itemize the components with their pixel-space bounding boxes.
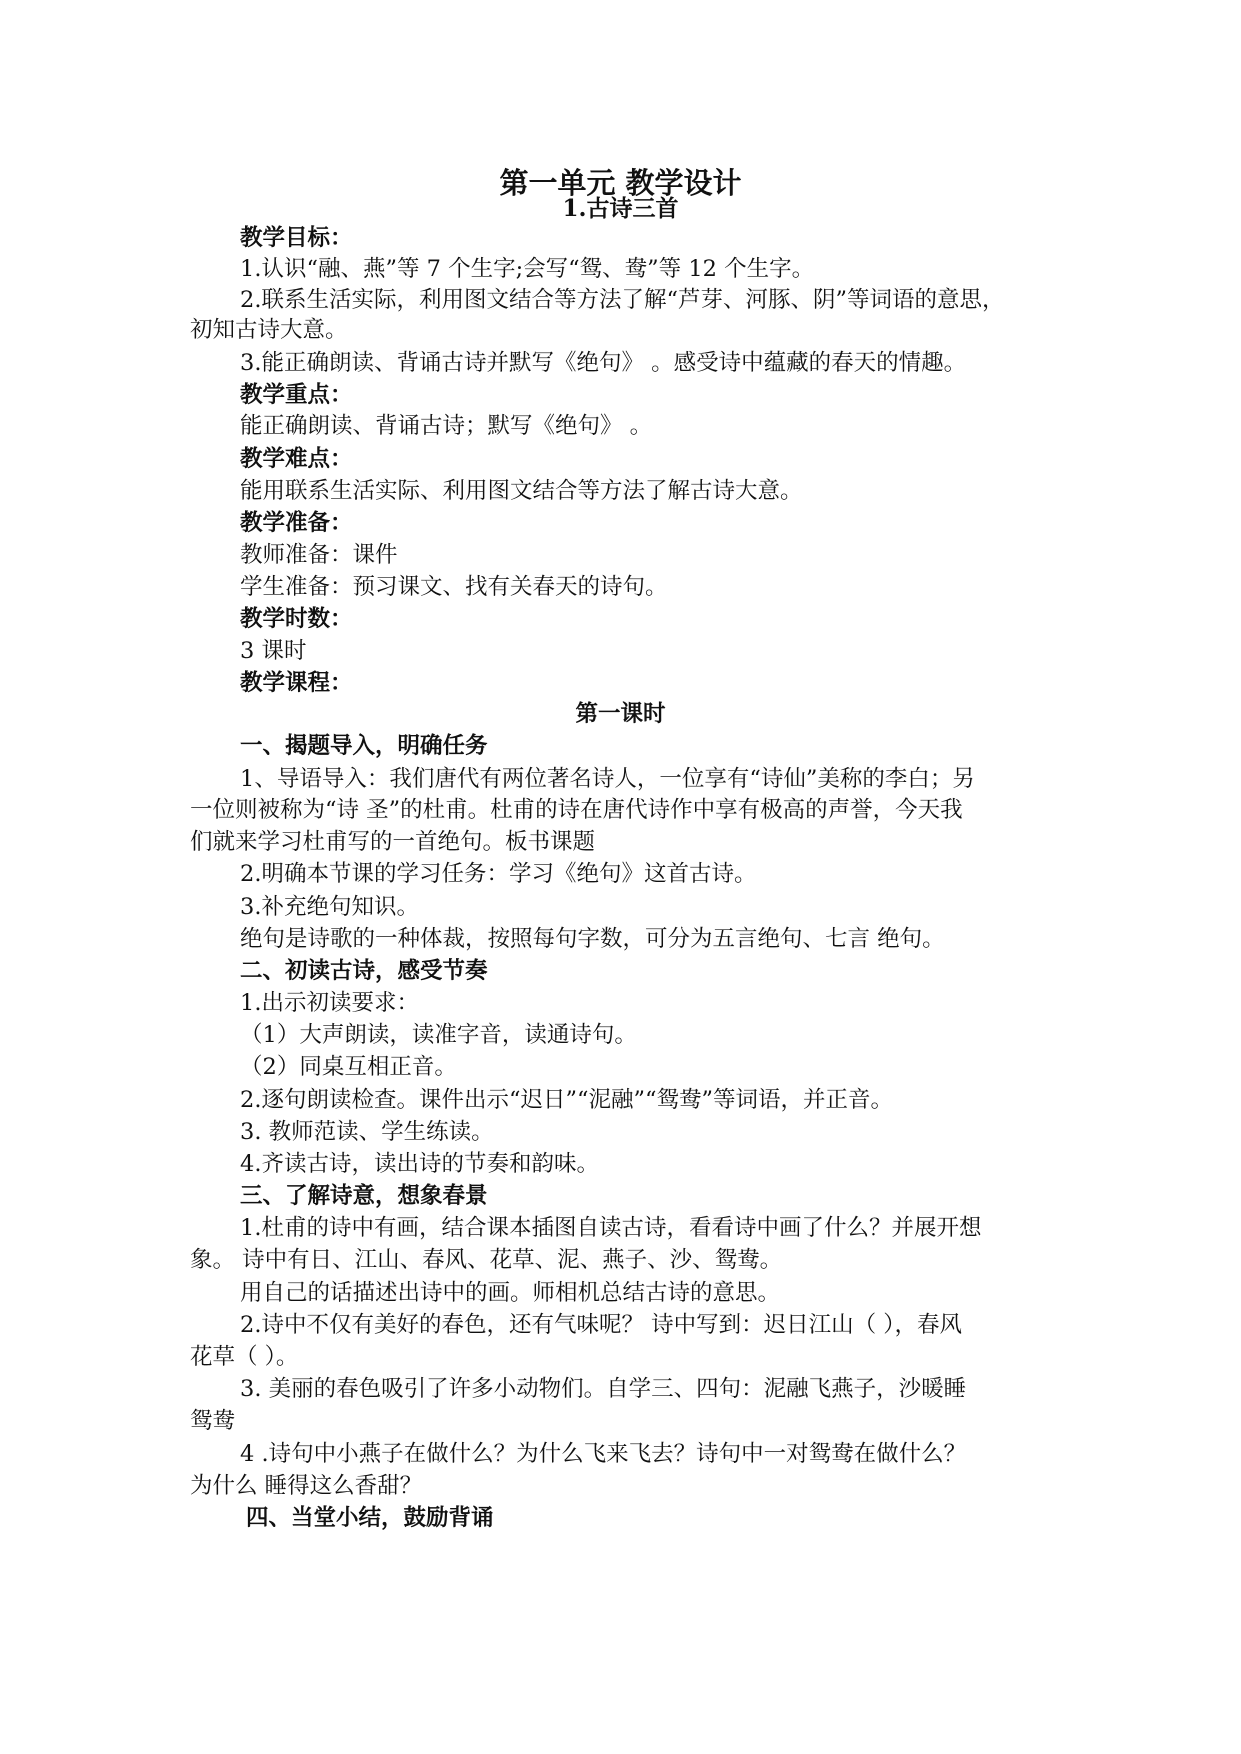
section-3-item-1-line-2: 象。 诗中有日、江山、春风、花草、泥、燕子、沙、鸳鸯。 <box>190 1247 783 1273</box>
section-3-heading: 三、了解诗意，想象春景 <box>240 1183 488 1209</box>
section-2-item-2: 2.逐句朗读检查。课件出示“迟日”“泥融”“鸳鸯”等词语，并正音。 <box>240 1087 893 1113</box>
section-3-note: 用自己的话描述出诗中的画。师相机总结古诗的意思。 <box>240 1280 781 1306</box>
section-2-item-3: 3. 教师范读、学生练读。 <box>240 1119 494 1145</box>
section-2-item-4: 4.齐读古诗，读出诗的节奏和韵味。 <box>240 1151 599 1177</box>
section-3-item-4-line-2: 为什么 睡得这么香甜？ <box>190 1473 423 1499</box>
section-3-item-2-line-2: 花草（ ）。 <box>190 1344 299 1370</box>
section-2-subitem-1: （1）大声朗读，读准字音，读通诗句。 <box>240 1022 637 1048</box>
heading-hours: 教学时数： <box>240 606 353 632</box>
section-1-heading: 一、揭题导入，明确任务 <box>240 733 488 759</box>
section-3-item-3-line-2: 鸳鸯 <box>190 1408 236 1434</box>
section-1-item-1-line-1: 1、导语导入：我们唐代有两位著名诗人，一位享有“诗仙”美称的李白；另 <box>240 766 975 792</box>
section-1-item-1-line-3: 们就来学习杜甫写的一首绝句。板书课题 <box>190 829 596 855</box>
heading-key-points: 教学重点： <box>240 382 353 408</box>
objective-1: 1.认识“融、燕”等 7 个生字;会写“鸳、鸯”等 12 个生字。 <box>240 256 815 282</box>
heading-preparation: 教学准备： <box>240 510 353 536</box>
objective-2-line-2: 初知古诗大意。 <box>190 317 348 343</box>
objective-3: 3.能正确朗读、背诵古诗并默写《绝句》 。感受诗中蕴藏的春天的情趣。 <box>240 350 967 376</box>
document-title: 第一单元 教学设计 <box>499 166 742 200</box>
section-3-item-3-line-1: 3. 美丽的春色吸引了许多小动物们。自学三、四句：泥融飞燕子，沙暖睡 <box>240 1376 967 1402</box>
section-2-item-1: 1.出示初读要求： <box>240 990 419 1016</box>
section-3-item-4-line-1: 4 .诗句中小燕子在做什么？为什么飞来飞去？诗句中一对鸳鸯在做什么？ <box>240 1441 967 1467</box>
difficulties-text: 能用联系生活实际、利用图文结合等方法了解古诗大意。 <box>240 478 803 504</box>
objective-2-line-1: 2.联系生活实际，利用图文结合等方法了解“芦芽、河豚、阴”等词语的意思， <box>240 287 1005 313</box>
student-preparation: 学生准备：预习课文、找有关春天的诗句。 <box>240 574 668 600</box>
section-1-item-3: 3.补充绝句知识。 <box>240 894 419 920</box>
key-points-text: 能正确朗读、背诵古诗；默写《绝句》 。 <box>240 413 653 439</box>
heading-process: 教学课程： <box>240 670 353 696</box>
section-3-item-2-line-1: 2.诗中不仅有美好的春色，还有气味呢？ 诗中写到：迟日江山（ ），春风 <box>240 1312 963 1338</box>
section-1-item-2: 2.明确本节课的学习任务：学习《绝句》这首古诗。 <box>240 861 757 887</box>
section-3-item-1-line-1: 1.杜甫的诗中有画，结合课本插图自读古诗，看看诗中画了什么？并展开想 <box>240 1215 982 1241</box>
lesson-title: 1.古诗三首 <box>562 195 679 222</box>
section-1-note: 绝句是诗歌的一种体裁，按照每句字数，可分为五言绝句、七言 绝句。 <box>240 926 945 952</box>
section-1-item-1-line-2: 一位则被称为“诗 圣”的杜甫。杜甫的诗在唐代诗作中享有极高的声誉，今天我 <box>190 797 963 823</box>
heading-difficulties: 教学难点： <box>240 446 353 472</box>
section-4-heading: 四、当堂小结，鼓励背诵 <box>246 1505 494 1531</box>
section-2-subitem-2: （2）同桌互相正音。 <box>240 1054 457 1080</box>
teacher-preparation: 教师准备：课件 <box>240 542 398 568</box>
section-2-heading: 二、初读古诗，感受节奏 <box>240 958 488 984</box>
hours-text: 3 课时 <box>240 638 307 664</box>
first-lesson-heading: 第一课时 <box>575 701 666 727</box>
heading-objectives: 教学目标： <box>240 225 353 251</box>
